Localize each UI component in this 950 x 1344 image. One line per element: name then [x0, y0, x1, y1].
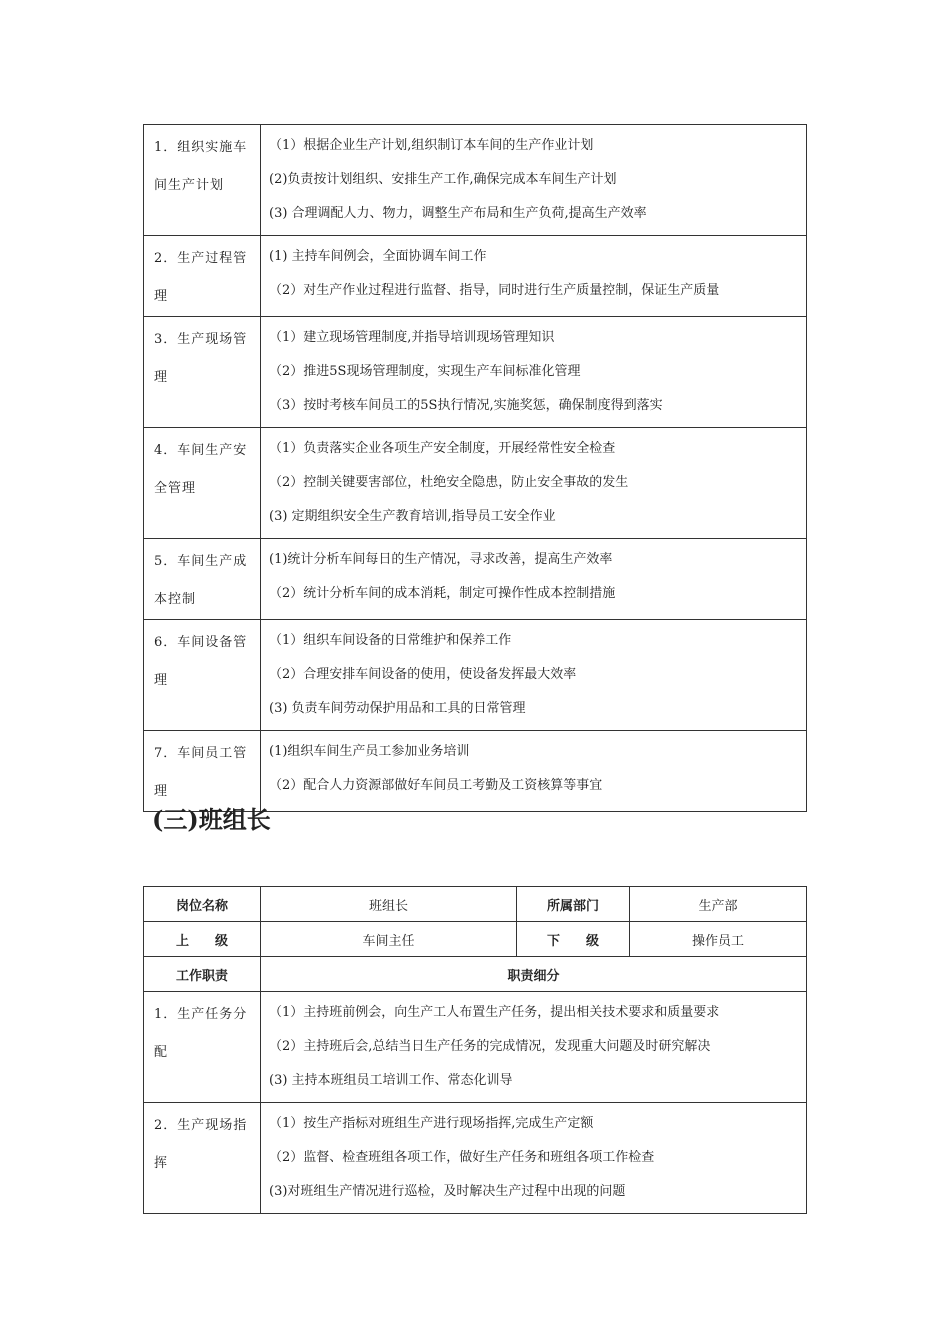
detail-line: （1）建立现场管理制度,并指导培训现场管理知识	[269, 330, 555, 345]
detail-line: （1）按生产指标对班组生产进行现场指挥,完成生产定额	[269, 1116, 594, 1131]
detail-line: (2)负责按计划组织、安排生产工作,确保完成本车间生产计划	[269, 172, 617, 187]
duty-table-workshop-director	[143, 124, 807, 812]
table-row	[144, 922, 807, 957]
duty-cell: 7．车间员工管理	[144, 731, 261, 812]
dept-value: 生产部	[630, 887, 807, 922]
detail-line: （2）对生产作业过程进行监督、指导，同时进行生产质量控制，保证生产质量	[269, 283, 720, 298]
detail-line: （1）组织车间设备的日常维护和保养工作	[269, 633, 512, 648]
detail-line: （2）推进5S现场管理制度，实现生产车间标准化管理	[269, 364, 581, 379]
detail-line: (3)对班组生产情况进行巡检，及时解决生产过程中出现的问题	[269, 1184, 626, 1199]
detail-line: （2）主持班后会,总结当日生产任务的完成情况，发现重大问题及时研究解决	[269, 1039, 711, 1054]
table-row	[144, 1103, 807, 1214]
detail-line: (1)统计分析车间每日的生产情况，寻求改善，提高生产效率	[269, 552, 613, 567]
duty-cell: 1．组织实施车间生产计划	[144, 125, 261, 236]
duty-table-team-leader	[143, 886, 807, 1214]
duty-cell: 2．生产过程管理	[144, 236, 261, 317]
table-row	[144, 992, 807, 1103]
duty-cell: 5．车间生产成本控制	[144, 539, 261, 620]
detail-line: （2）统计分析车间的成本消耗，制定可操作性成本控制措施	[269, 586, 616, 601]
detail-line: （2）配合人力资源部做好车间员工考勤及工资核算等事宜	[269, 778, 603, 793]
table-row	[144, 620, 807, 731]
duty-header: 工作职责	[144, 957, 261, 992]
detail-line: (3) 主持本班组员工培训工作、常态化训导	[269, 1073, 513, 1088]
table-row	[144, 957, 807, 992]
position-label: 岗位名称	[144, 887, 261, 922]
detail-header: 职责细分	[261, 957, 807, 992]
detail-line: (1) 主持车间例会，全面协调车间工作	[269, 249, 487, 264]
detail-cell	[261, 731, 807, 812]
duty-cell: 3．生产现场管理	[144, 317, 261, 428]
detail-cell	[261, 620, 807, 731]
detail-line: （1）主持班前例会，向生产工人布置生产任务，提出相关技术要求和质量要求	[269, 1005, 720, 1020]
duty-cell: 4．车间生产安全管理	[144, 428, 261, 539]
dept-label: 所属部门	[517, 887, 630, 922]
duty-cell: 1．生产任务分配	[144, 992, 261, 1103]
table-row	[144, 317, 807, 428]
detail-line: （3）按时考核车间员工的5S执行情况,实施奖惩，确保制度得到落实	[269, 398, 663, 413]
detail-cell	[261, 539, 807, 620]
detail-line: （2）合理安排车间设备的使用，使设备发挥最大效率	[269, 667, 577, 682]
table-row	[144, 125, 807, 236]
detail-line: (1)组织车间生产员工参加业务培训	[269, 744, 470, 759]
detail-line: (3) 合理调配人力、物力，调整生产布局和生产负荷,提高生产效率	[269, 206, 647, 221]
table-row	[144, 428, 807, 539]
detail-cell	[261, 428, 807, 539]
table-row	[144, 236, 807, 317]
detail-cell	[261, 1103, 807, 1214]
section-heading: (三)班组长	[152, 805, 271, 834]
superior-value: 车间主任	[261, 922, 517, 957]
superior-label: 上 级	[144, 922, 261, 957]
detail-cell	[261, 125, 807, 236]
position-value: 班组长	[261, 887, 517, 922]
subordinate-label: 下 级	[517, 922, 630, 957]
detail-cell	[261, 992, 807, 1103]
subordinate-value: 操作员工	[630, 922, 807, 957]
table-row	[144, 887, 807, 922]
duty-cell: 2．生产现场指挥	[144, 1103, 261, 1214]
detail-cell	[261, 236, 807, 317]
detail-cell	[261, 317, 807, 428]
detail-line: （2）控制关键要害部位，杜绝安全隐患，防止安全事故的发生	[269, 475, 629, 490]
detail-line: （2）监督、检查班组各项工作，做好生产任务和班组各项工作检查	[269, 1150, 655, 1165]
detail-line: (3) 定期组织安全生产教育培训,指导员工安全作业	[269, 509, 556, 524]
detail-line: （1）负责落实企业各项生产安全制度，开展经常性安全检查	[269, 441, 616, 456]
detail-line: (3) 负责车间劳动保护用品和工具的日常管理	[269, 701, 526, 716]
duty-cell: 6．车间设备管理	[144, 620, 261, 731]
detail-line: （1）根据企业生产计划,组织制订本车间的生产作业计划	[269, 138, 594, 153]
table-row	[144, 539, 807, 620]
